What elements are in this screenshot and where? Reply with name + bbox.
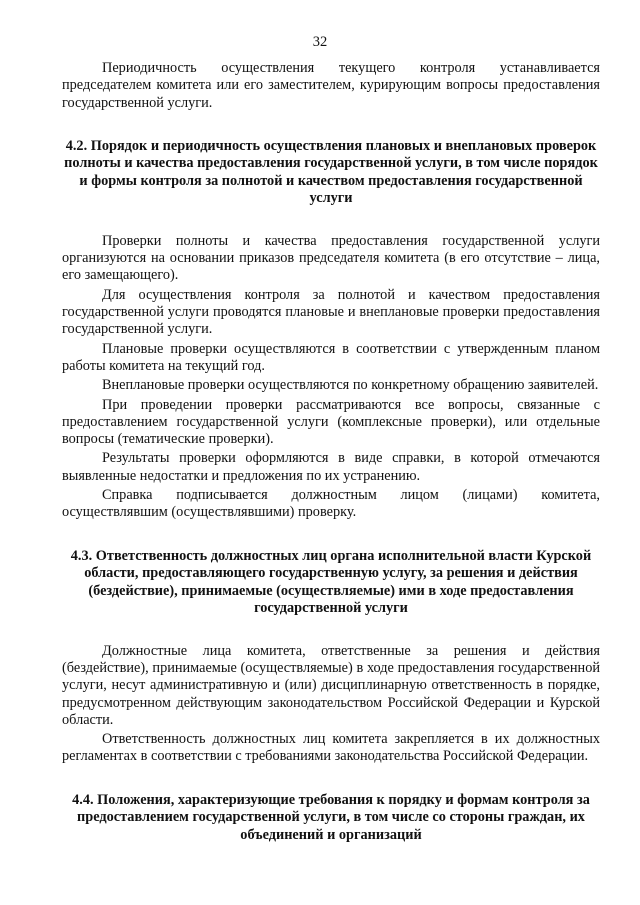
section-4-2-paragraph-1: Проверки полноты и качества предоставления государственной услуги организуются на основании приказов председателя комитета (в его отсутствие – лица, его замещающего). (62, 232, 600, 284)
section-4-4-heading: 4.4. Положения, характеризующие требования к порядку и формам контроля за предоставлением государственной услуги, в том числе со стороны граждан, их объединений и организаций (72, 791, 590, 843)
section-4-2-paragraph-2: Для осуществления контроля за полнотой и качеством предоставления государственной услуги проводятся плановые и внеплановые проверки предоставления государственной услуги. (62, 286, 600, 338)
section-4-3-heading: 4.3. Ответственность должностных лиц органа исполнительной власти Курской области, предоставляющего государственную услугу, за решения и действия (бездействие), принимаемые (осуществляемые) ими в ходе предоставления государственной услуги (70, 547, 592, 617)
section-4-2-paragraph-5: При проведении проверки рассматриваются все вопросы, связанные с предоставлением государственной услуги (комплексные проверки), или отдельные вопросы (тематические проверки). (62, 396, 600, 448)
section-4-2-paragraph-7: Справка подписывается должностным лицом (лицами) комитета, осуществлявшим (осуществлявшими) проверку. (62, 487, 600, 521)
section-4-2-paragraph-3: Плановые проверки осуществляются в соответствии с утвержденным планом работы комитета на текущий год. (62, 340, 600, 374)
section-4-2-paragraph-4: Внеплановые проверки осуществляются по конкретному обращению заявителей. (102, 377, 599, 394)
intro-paragraph: Периодичность осуществления текущего контроля устанавливается председателем комитета или его заместителем, курирующим вопросы предоставления государственной услуги. (62, 60, 600, 111)
section-4-3-paragraph-1: Должностные лица комитета, ответственные за решения и действия (бездействие), принимаемые (осуществляемые) в ходе предоставления государственной услуги, несут административную и (или) дисциплинарную ответственность в порядке, предусмотренном действующим законодательством Российской Федерации и Курской области. (62, 642, 600, 728)
document-body (62, 60, 600, 844)
section-4-2-heading: 4.2. Порядок и периодичность осуществления плановых и внеплановых проверок полноты и качества предоставления государственной услуги, в том числе порядок и формы контроля за полнотой и качеством предоставления государственной услуги (64, 137, 598, 207)
page-number: 32 (312, 34, 328, 50)
section-4-3-paragraph-2: Ответственность должностных лиц комитета закрепляется в их должностных регламентах в соответствии с требованиями законодательства Российской Федерации. (62, 731, 600, 765)
section-4-2-paragraph-6: Результаты проверки оформляются в виде справки, в которой отмечаются выявленные недостатки и предложения по их устранению. (62, 450, 600, 484)
